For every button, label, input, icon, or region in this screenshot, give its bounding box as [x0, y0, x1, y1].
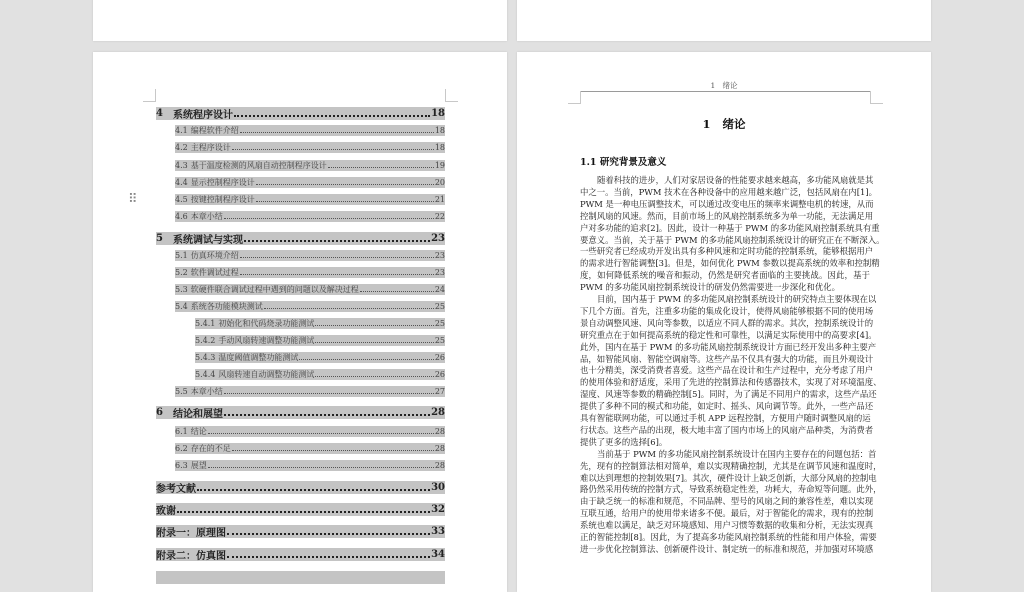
toc-entry[interactable] [156, 503, 445, 516]
toc-entry-title: 基于温度检测的风扇自动控制程序设计 [190, 161, 327, 170]
body-text-line: 一些研究者已经成功开发出具有多种风速和定时功能的控制系统，能够根据用户 [580, 246, 874, 257]
dot-leader [234, 115, 430, 117]
toc-entry-number: 4.2 [175, 143, 188, 152]
toc-entry[interactable] [175, 301, 445, 312]
toc-entry[interactable] [195, 335, 445, 346]
toc-entry-title: 显示控制程序设计 [190, 178, 255, 187]
toc-entry-title: 结论和展望 [172, 409, 223, 419]
toc-entry-number: 5.3 [175, 285, 188, 294]
dot-leader [256, 184, 434, 185]
margin-mark [568, 91, 581, 104]
body-text-line: 也十分精美，深受消费者喜爱。这些产品在设计和生产过程中，充分考虑了用户 [580, 365, 874, 376]
toc-entry[interactable] [175, 443, 445, 454]
toc-entry-number: 5.1 [175, 251, 188, 260]
toc-page [93, 52, 507, 592]
dot-leader [256, 201, 434, 202]
body-text-line: 正的智能控制[8]。因此，为了提高多功能风扇控制系统的性能和用户体验，需要 [580, 532, 877, 542]
body-text-line: 先，现有的控制算法相对简单，难以实现精确控制，尤其是在调节风速和温度时， [580, 460, 882, 471]
dot-leader [240, 257, 434, 258]
toc-entry-number: 6 [156, 407, 163, 418]
toc-entry-title: 附录一：原理图 [156, 528, 226, 538]
toc-entry-title: 展望 [190, 461, 207, 470]
toc-entry-page: 23 [434, 251, 445, 260]
margin-mark [870, 91, 883, 104]
toc-entry-title: 手动风扇转速调整功能测试 [218, 336, 315, 345]
body-text-line: 难以达到理想的控制效果[7]。其次，硬件设计上缺乏创新，大部分风扇的控制电 [580, 472, 877, 483]
body-text-line: 此外，国内在基于 PWM 的多功能风扇控制系统设计方面已经开发出多种主要产 [580, 341, 877, 352]
body-text-line: 行状态。这些产品的出现，极大地丰富了国内市场上的风扇产品种类，为消费者 [580, 424, 874, 435]
toc-entry-page: 28 [434, 444, 445, 453]
toc-entry-page: 32 [431, 504, 445, 515]
dot-leader [224, 218, 434, 219]
body-text-line: 目前，国内基于 PWM 的多功能风扇控制系统设计的研究特点主要体现在以 [597, 294, 877, 304]
body-text-line: 中之一。当前，PWM 技术在各种设备中的应用越来越广泛，包括风扇在内[1]。 [580, 186, 877, 197]
toc-entry-number: 5.2 [175, 268, 188, 277]
dot-leader [224, 393, 434, 394]
dot-leader [360, 291, 434, 292]
body-text-line: 度，如何降低系统的噪音和振动，仍然是研究者面临的主要挑战。因此，基于 [580, 270, 870, 281]
toc-entry-number: 4 [156, 108, 163, 119]
toc-entry[interactable] [175, 160, 445, 171]
dot-leader [244, 240, 430, 242]
toc-entry-title: 系统各功能模块测试 [190, 302, 263, 311]
body-text-line: 的需求进行智能调整[3]。但是，如何优化 PWM 参数以提高系统的效率和控制精 [580, 258, 880, 269]
toc-entry-number: 4.5 [175, 195, 188, 204]
toc-entry-page: 18 [431, 108, 445, 119]
body-text-line: 品，如智能风扇、智能空调扇等。这些产品不仅具有强大的功能，而且外观设计 [580, 353, 874, 364]
body-text-line: 系统也难以满足，缺乏对环境感知、用户习惯等数据的收集和分析，无法实现真 [580, 520, 874, 531]
toc-entry-title: 软硬件联合调试过程中遇到的问题以及解决过程 [190, 285, 359, 294]
toc-entry[interactable] [156, 107, 445, 120]
body-text-line: PWM 的多功能风扇控制系统设计的研发仍然需要进一步深化和优化。 [580, 282, 840, 293]
toc-entry-title: 致谢 [156, 506, 176, 516]
toc-entry-number: 5.4.1 [195, 319, 216, 328]
body-text-line: 互联互通，给用户的使用带来诸多不便。最后，对于智能化的需求，现有的控制 [580, 508, 874, 519]
body-text-line: 进一步优化控制算法、创新硬件设计、制定统一的标准和规范，并加强对环境感 [580, 543, 874, 554]
section-title: 1.1 研究背景及意义 [580, 157, 667, 168]
toc-entry[interactable] [175, 194, 445, 205]
toc-entry-number: 5 [156, 233, 163, 244]
toc-entry[interactable] [175, 142, 445, 153]
toc-entry-title: 附录二：仿真图 [156, 551, 226, 561]
header-rule [580, 91, 870, 92]
body-text-line: 下几个方面。首先，注重多功能的集成化设计，使得风扇能够根据不同的使用场 [580, 305, 874, 316]
body-text-line: 湿度、风速等参数的精确控制[5]。同时，为了满足不同用户的需求，这些产品还 [580, 389, 877, 400]
body-text-line: 景自动调整风速、风向等参数，以适应不同人群的需求。其次，控制系统设计的 [580, 317, 874, 328]
body-text-line: 要意义。当前，关于基于 PWM 的多功能风扇控制系统设计的研究正在不断深入。 [580, 234, 885, 245]
body-text-line: 的使用体验和舒适度，采用了先进的控制算法和传感器技术，实现了对环境温度、 [580, 377, 882, 388]
chapter-page [517, 52, 931, 592]
toc-entry[interactable] [175, 460, 445, 471]
toc-entry-page: 26 [434, 370, 445, 379]
toc-entry-title: 软件调试过程 [190, 268, 239, 277]
toc-entry-title: 存在的不足 [190, 444, 231, 453]
toc-entry[interactable] [175, 250, 445, 261]
dot-leader [208, 467, 434, 468]
body-text-line: 研究重点在于如何提高系统的稳定性和可靠性，以满足实际使用中的高要求[4]。 [580, 329, 877, 340]
toc-entry-number: 4.3 [175, 161, 188, 170]
toc-entry[interactable] [175, 267, 445, 278]
toc-entry-page: 30 [431, 482, 445, 493]
toc-entry-page: 22 [434, 212, 445, 221]
toc-entry-page: 21 [434, 195, 445, 204]
toc-entry[interactable] [175, 125, 445, 136]
dot-leader [328, 167, 434, 168]
toc-entry-page: 26 [434, 353, 445, 362]
toc-entry-page: 25 [434, 336, 445, 345]
toc-entry[interactable] [175, 284, 445, 295]
toc-entry-title: 系统调试与实现 [172, 235, 243, 245]
margin-mark [445, 89, 458, 102]
toc-entry-number: 4.4 [175, 178, 188, 187]
page-header: 1 绪论 [710, 81, 738, 90]
toc-entry[interactable] [156, 548, 445, 561]
body-text-line: 户对多功能的追求[2]。因此，设计一种基于 PWM 的多功能风扇控制系统具有重 [580, 222, 880, 233]
toc-entry[interactable] [156, 525, 445, 538]
toc-entry-number: 4.1 [175, 126, 188, 135]
toc-entry-page: 34 [431, 549, 445, 560]
dot-leader [227, 556, 430, 558]
toc-entry-page: 33 [431, 526, 445, 537]
toc-entry-page: 19 [434, 161, 445, 170]
dot-leader [197, 489, 430, 491]
toc-entry-title: 本章小结 [190, 212, 223, 221]
toc-entry-page: 18 [434, 126, 445, 135]
toc-entry-title: 本章小结 [190, 387, 223, 396]
toc-entry-page: 18 [434, 143, 445, 152]
toc-entry-number: 5.4.3 [195, 353, 216, 362]
toc-entry-page: 27 [434, 387, 445, 396]
toc-entry-page: 28 [431, 407, 445, 418]
dot-leader [240, 132, 434, 133]
dot-leader [232, 450, 434, 451]
toc-entry[interactable] [156, 232, 445, 245]
toc-entry-page: 28 [434, 461, 445, 470]
toc-entry-partial[interactable] [156, 571, 445, 584]
toc-entry-title: 系统程序设计 [172, 110, 233, 120]
chapter-title: 1 绪论 [702, 117, 746, 131]
toc-entry[interactable] [156, 406, 445, 419]
dot-leader [240, 274, 434, 275]
toc-entry-page: 25 [434, 302, 445, 311]
body-text-line: 随着科技的进步，人们对家居设备的性能要求越来越高，多功能风扇就是其 [597, 175, 874, 185]
margin-mark [143, 89, 156, 102]
toc-entry-page: 23 [434, 268, 445, 277]
toc-entry-number: 6.3 [175, 461, 188, 470]
toc-entry-title: 风扇转速自动调整功能测试 [218, 370, 315, 379]
toc-entry-number: 6.2 [175, 444, 188, 453]
body-text-line: 控制风扇的风速。然而，目前市场上的风扇控制系统多为单一功能，无法满足用 [580, 210, 874, 221]
toc-entry-title: 编程软件介绍 [190, 126, 239, 135]
dot-leader [177, 511, 430, 513]
toc-entry-page: 28 [434, 427, 445, 436]
dot-leader [227, 533, 430, 535]
toc-entry-page: 25 [434, 319, 445, 328]
toc-entry[interactable] [175, 386, 445, 397]
toc-entry-title: 初始化和代码烧录功能测试 [218, 319, 315, 328]
page-top-right [517, 0, 931, 41]
dot-leader [315, 376, 433, 377]
dot-leader [208, 433, 434, 434]
body-text-line: PWM 是一种电压调整技术，可以通过改变电压的频率来调整电机的转速，从而 [580, 198, 874, 209]
body-text-line: 提供了多种不同的模式和功能，如定时、摇头、风向调节等。此外，一些产品还 [580, 401, 874, 412]
toc-entry[interactable] [195, 318, 445, 329]
dot-leader [224, 414, 430, 416]
toc-entry-title: 仿真环境介绍 [190, 251, 239, 260]
toc-entry-page: 20 [434, 178, 445, 187]
toc-entry-number: 5.5 [175, 387, 188, 396]
toc-entry-title: 按键控制程序设计 [190, 195, 255, 204]
body-text-line: 提供了更多的选择[6]。 [580, 436, 668, 447]
dot-leader [315, 342, 433, 343]
body-text-line: 具有智能联网功能，可以通过手机 APP 远程控制，方便用户随时调整风扇的运 [580, 413, 871, 423]
body-text-line: 当前基于 PWM 的多功能风扇控制系统设计在国内主要存在的问题包括：首 [597, 448, 877, 459]
toc-entry-number: 4.6 [175, 212, 188, 221]
toc-entry-number: 5.4.4 [195, 370, 216, 379]
body-text-line: 路仍然采用传统的控制方式，导致系统稳定性差，功耗大，寿命短等问题。此外， [580, 484, 882, 495]
toc-entry[interactable] [175, 211, 445, 222]
dot-leader [299, 359, 433, 360]
dot-leader [264, 308, 434, 309]
toc-entry-title: 结论 [190, 427, 207, 436]
toc-entry-title: 主程序设计 [190, 143, 231, 152]
dot-leader [315, 325, 433, 326]
toc-entry-number: 6.1 [175, 427, 188, 436]
toc-entry-page: 23 [431, 233, 445, 244]
toc-entry-number: 5.4.2 [195, 336, 216, 345]
page-top-left [93, 0, 507, 41]
drag-handle-icon[interactable]: ⠿ [128, 192, 138, 207]
toc-entry-title: 温度阈值调整功能测试 [218, 353, 299, 362]
toc-entry-title: 参考文献 [156, 484, 196, 494]
dot-leader [232, 149, 434, 150]
toc-entry[interactable] [195, 369, 445, 380]
toc-entry[interactable] [175, 177, 445, 188]
toc-entry-number: 5.4 [175, 302, 188, 311]
toc-entry[interactable] [195, 352, 445, 363]
toc-entry-page: 24 [434, 285, 445, 294]
toc-entry[interactable] [175, 426, 445, 437]
toc-entry[interactable] [156, 481, 445, 494]
body-text-line: 由于缺乏统一的标准和规范，不同品牌、型号的风扇之间的兼容性差，难以实现 [580, 496, 874, 507]
